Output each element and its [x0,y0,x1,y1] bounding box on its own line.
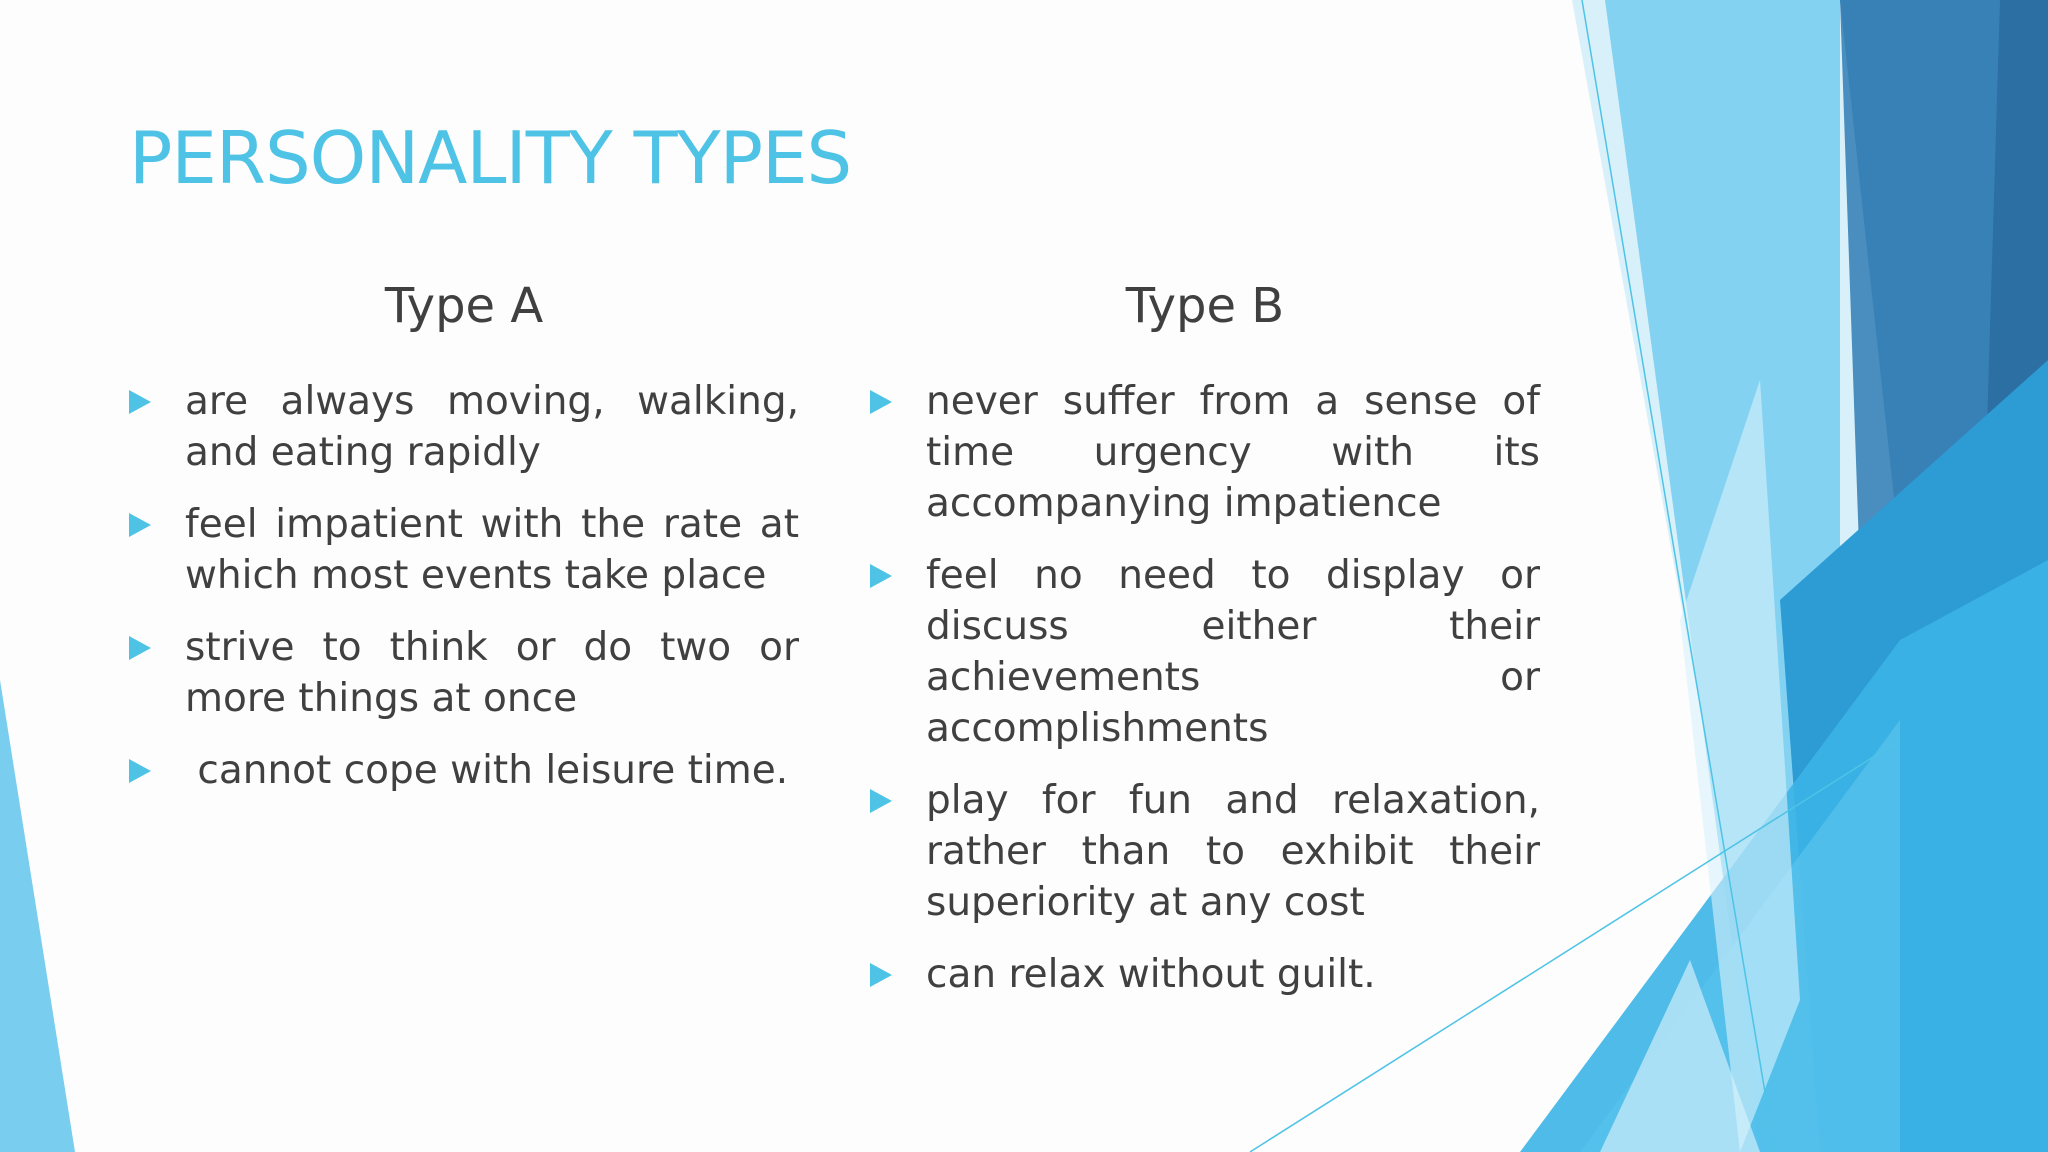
bullet-text: can relax without guilt. [926,952,1376,997]
list-item [870,949,1540,1000]
bullet-text: never suffer from a sense of time urgency with its accompanying impatience [926,379,1540,526]
list-item [870,550,1540,754]
triangle-right-icon [129,376,185,427]
triangle-right-icon [129,745,185,796]
bullet-text: feel no need to display or discuss either their achievements or accomplishments [926,553,1540,751]
type-b-column [870,270,1540,1021]
list-item [129,622,799,724]
slide-title: PERSONALITY TYPES [129,116,852,200]
list-item [129,376,799,478]
list-item [870,775,1540,928]
triangle-right-icon [870,775,926,826]
triangle-right-icon [870,949,926,1000]
type-b-bullet-list [870,376,1540,1000]
bullet-text: strive to think or do two or more things at once [185,625,799,721]
type-a-heading: Type A [384,278,544,334]
bullet-text: play for fun and relaxation, rather than to exhibit their superiority at any cost [926,778,1540,925]
triangle-right-icon [129,499,185,550]
type-a-column [129,270,799,817]
list-item [870,376,1540,529]
type-a-bullet-list [129,376,799,796]
list-item [129,745,799,796]
bullet-text: feel impatient with the rate at which most events take place [185,502,799,598]
bullet-text: are always moving, walking, and eating rapidly [185,379,799,475]
list-item [129,499,799,601]
type-b-heading: Type B [1125,278,1285,334]
triangle-right-icon [870,376,926,427]
triangle-right-icon [129,622,185,673]
triangle-right-icon [870,550,926,601]
bullet-text: cannot cope with leisure time. [185,748,789,793]
